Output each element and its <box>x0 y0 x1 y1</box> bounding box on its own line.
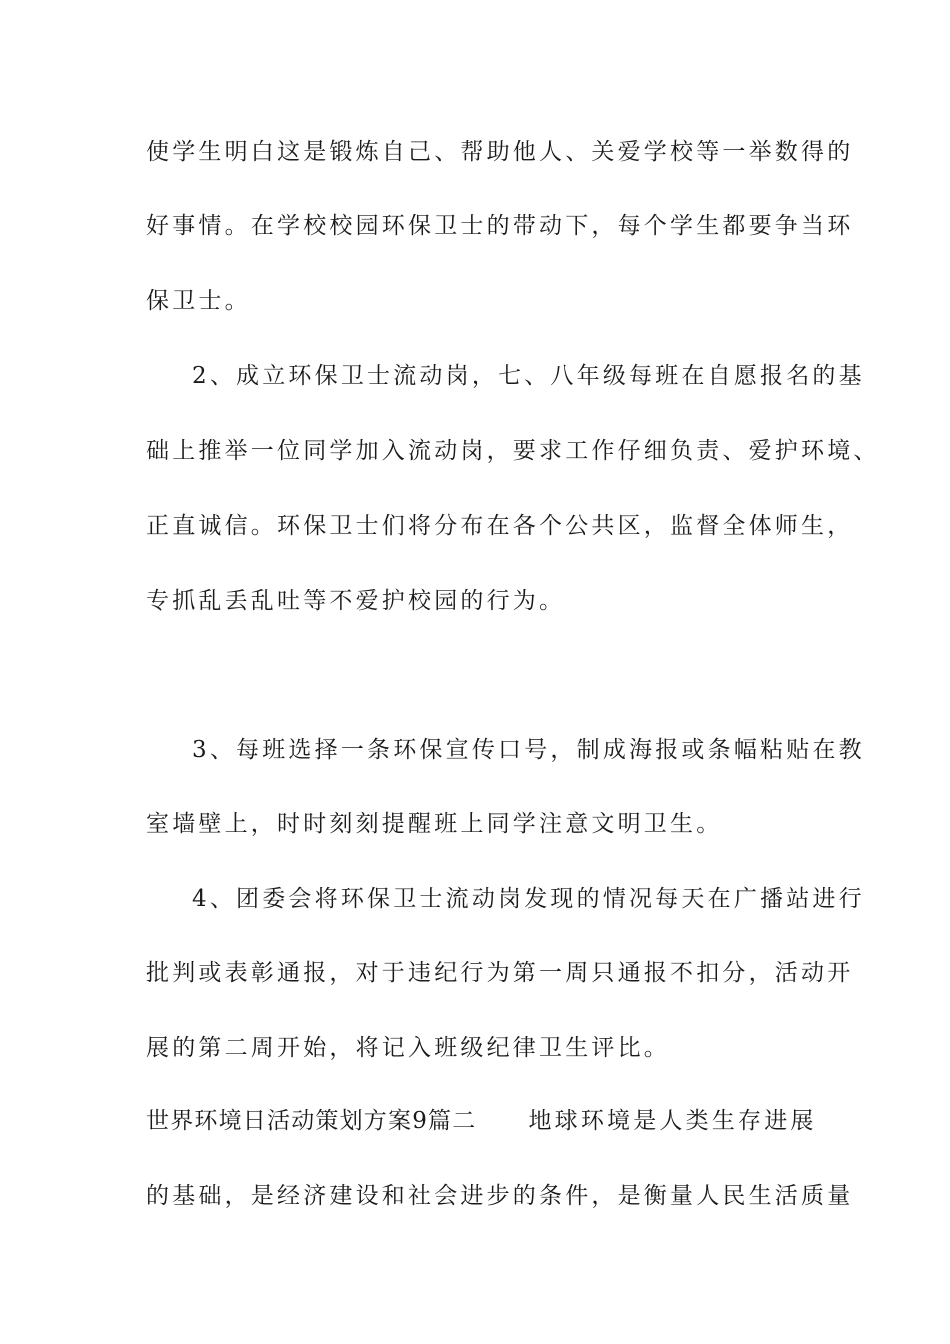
paragraph-line: 保卫士。 <box>146 288 251 314</box>
paragraph-line: 使学生明白这是锻炼自己、帮助他人、关爱学校等一举数得的 <box>146 139 854 165</box>
paragraph-line: 好事情。在学校校园环保卫士的带动下，每个学生都要争当环 <box>146 213 854 239</box>
paragraph-line: 2、成立环保卫士流动岗，七、八年级每班在自愿报名的基 <box>192 363 865 389</box>
paragraph-line: 4、团委会将环保卫士流动岗发现的情况每天在广播站进行 <box>192 886 865 912</box>
paragraph-line: 展的第二周开始，将记入班级纪律卫生评比。 <box>146 1035 670 1061</box>
paragraph-line: 础上推举一位同学加入流动岗，要求工作仔细负责、爱护环境、 <box>146 438 880 464</box>
paragraph-line: 正直诚信。环保卫士们将分布在各个公共区，监督全体师生， <box>146 513 854 539</box>
paragraph-line: 室墙壁上，时时刻刻提醒班上同学注意文明卫生。 <box>146 811 723 837</box>
section-title: 世界环境日活动策划方案9篇二 <box>146 1108 477 1134</box>
section-heading-line <box>146 1106 826 1136</box>
paragraph-line: 的基础，是经济建设和社会进步的条件，是衡量人民生活质量 <box>146 1183 854 1209</box>
paragraph-line: 专抓乱丢乱吐等不爱护校园的行为。 <box>146 588 566 614</box>
paragraph-start: 地球环境是人类生存进展 <box>528 1108 817 1134</box>
paragraph-line: 批判或表彰通报，对于违纪行为第一周只通报不扣分，活动开 <box>146 960 854 986</box>
paragraph-line: 3、每班选择一条环保宣传口号，制成海报或条幅粘贴在教 <box>192 737 865 763</box>
